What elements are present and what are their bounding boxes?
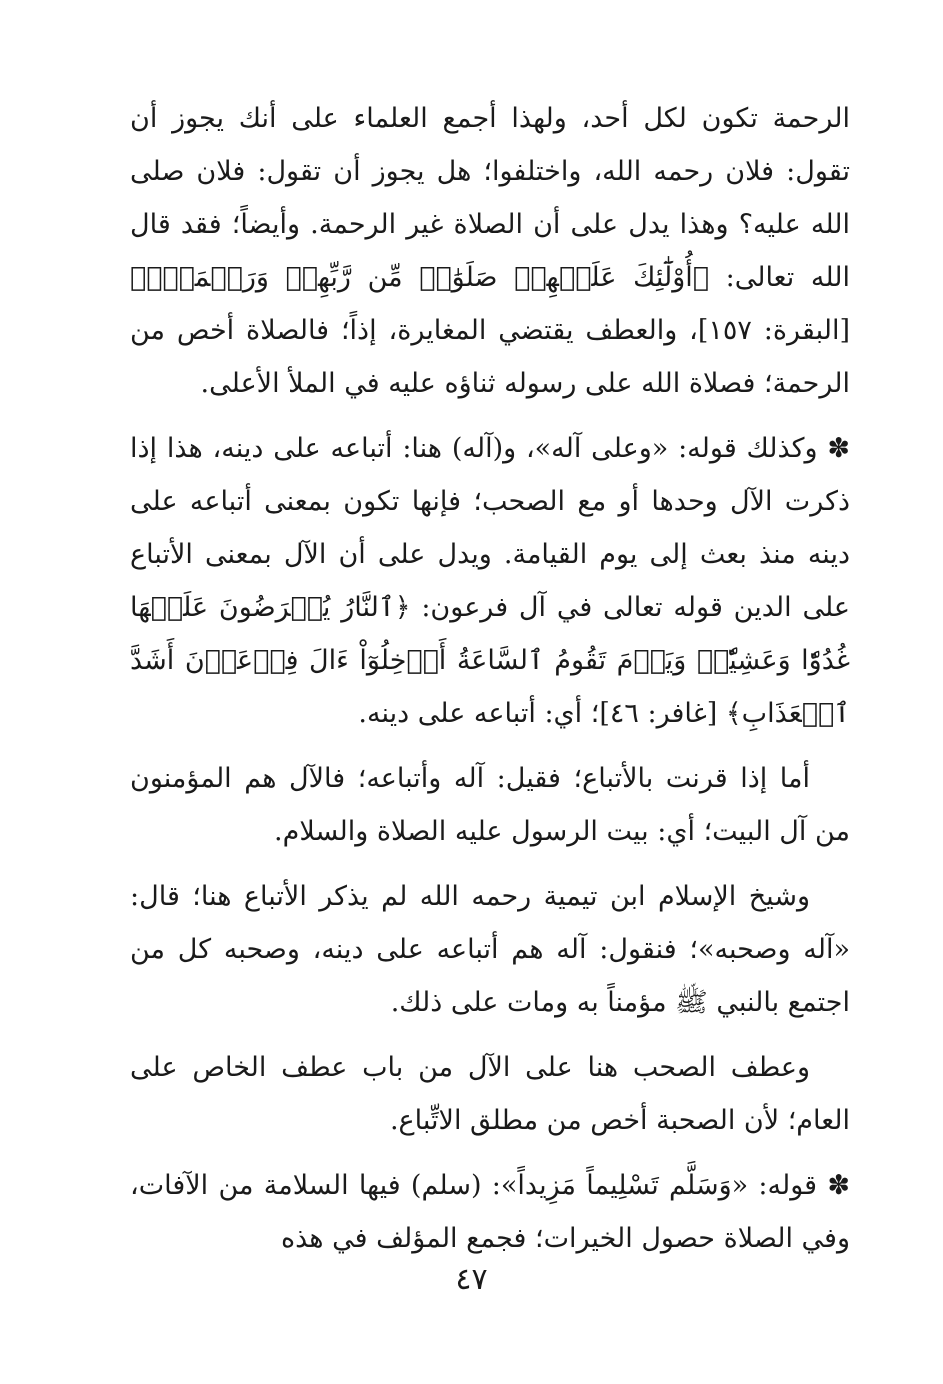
paragraph-aal-with-followers: أما إذا قرنت بالأتباع؛ فقيل: آله وأتباعه؛ فالآل هم المؤمنون من آل البيت؛ أي: بيت الرسول عليه الصلاة والسلام. (130, 763, 850, 847)
page-body (130, 92, 850, 1277)
paragraph-ibn-taymiyyah: وشيخ الإسلام ابن تيمية رحمه الله لم يذكر الأتباع هنا؛ قال: «آله وصحبه»؛ فنقول: آله هم أتباعه على دينه، وصحبه كل من اجتمع بالنبي ﷺ مؤمناً به ومات على ذلك. (130, 881, 850, 1018)
paragraph-mercy-vs-prayer: الرحمة تكون لكل أحد، ولهذا أجمع العلماء على أنك يجوز أن تقول: فلان رحمه الله، واختلفوا؛ هل يجوز أن تقول: فلان صلى الله عليه؟ وهذا يدل على أن الصلاة غير الرحمة. وأيضاً؛ فقد قال الله تعالى: ﴿أُوْلَٰٓئِكَ عَلَيۡهِمۡ صَلَوَٰتٞ مِّن رَّبِّهِمۡ وَرَحۡمَةٞۖ﴾ [البقرة: ١٥٧]، والعطف يقتضي المغايرة، إذاً؛ فالصلاة أخص من الرحمة؛ فصلاة الله على رسوله ثناؤه عليه في الملأ الأعلى. (130, 103, 850, 399)
paragraph-meaning-of-aal: ✽ وكذلك قوله: «وعلى آله»، و(آله) هنا: أتباعه على دينه، هذا إذا ذكرت الآل وحدها أو مع الصحب؛ فإنها تكون بمعنى أتباعه على دينه منذ بعث إلى يوم القيامة. ويدل على أن الآل بمعنى الأتباع على الدين قوله تعالى في آل فرعون: ﴿ٱلنَّارُ يُعۡرَضُونَ عَلَيۡهَا غُدُوّٗا وَعَشِيّٗاۚ وَيَوۡمَ تَقُومُ ٱلسَّاعَةُ أَدۡخِلُوٓاْ ءَالَ فِرۡعَوۡنَ أَشَدَّ ٱلۡعَذَابِ﴾ [غافر: ٤٦]؛ أي: أتباعه على دينه. (130, 433, 850, 729)
page-number: ٤٧ (455, 1262, 488, 1297)
paragraph-salam: ✽ قوله: «وَسَلَّم تَسْلِيماً مَزِيداً»: (سلم) فيها السلامة من الآفات، وفي الصلاة حصول الخيرات؛ فجمع المؤلف في هذه (130, 1170, 850, 1254)
paragraph-companions: وعطف الصحب هنا على الآل من باب عطف الخاص على العام؛ لأن الصحبة أخص من مطلق الاتِّباع. (130, 1052, 850, 1136)
